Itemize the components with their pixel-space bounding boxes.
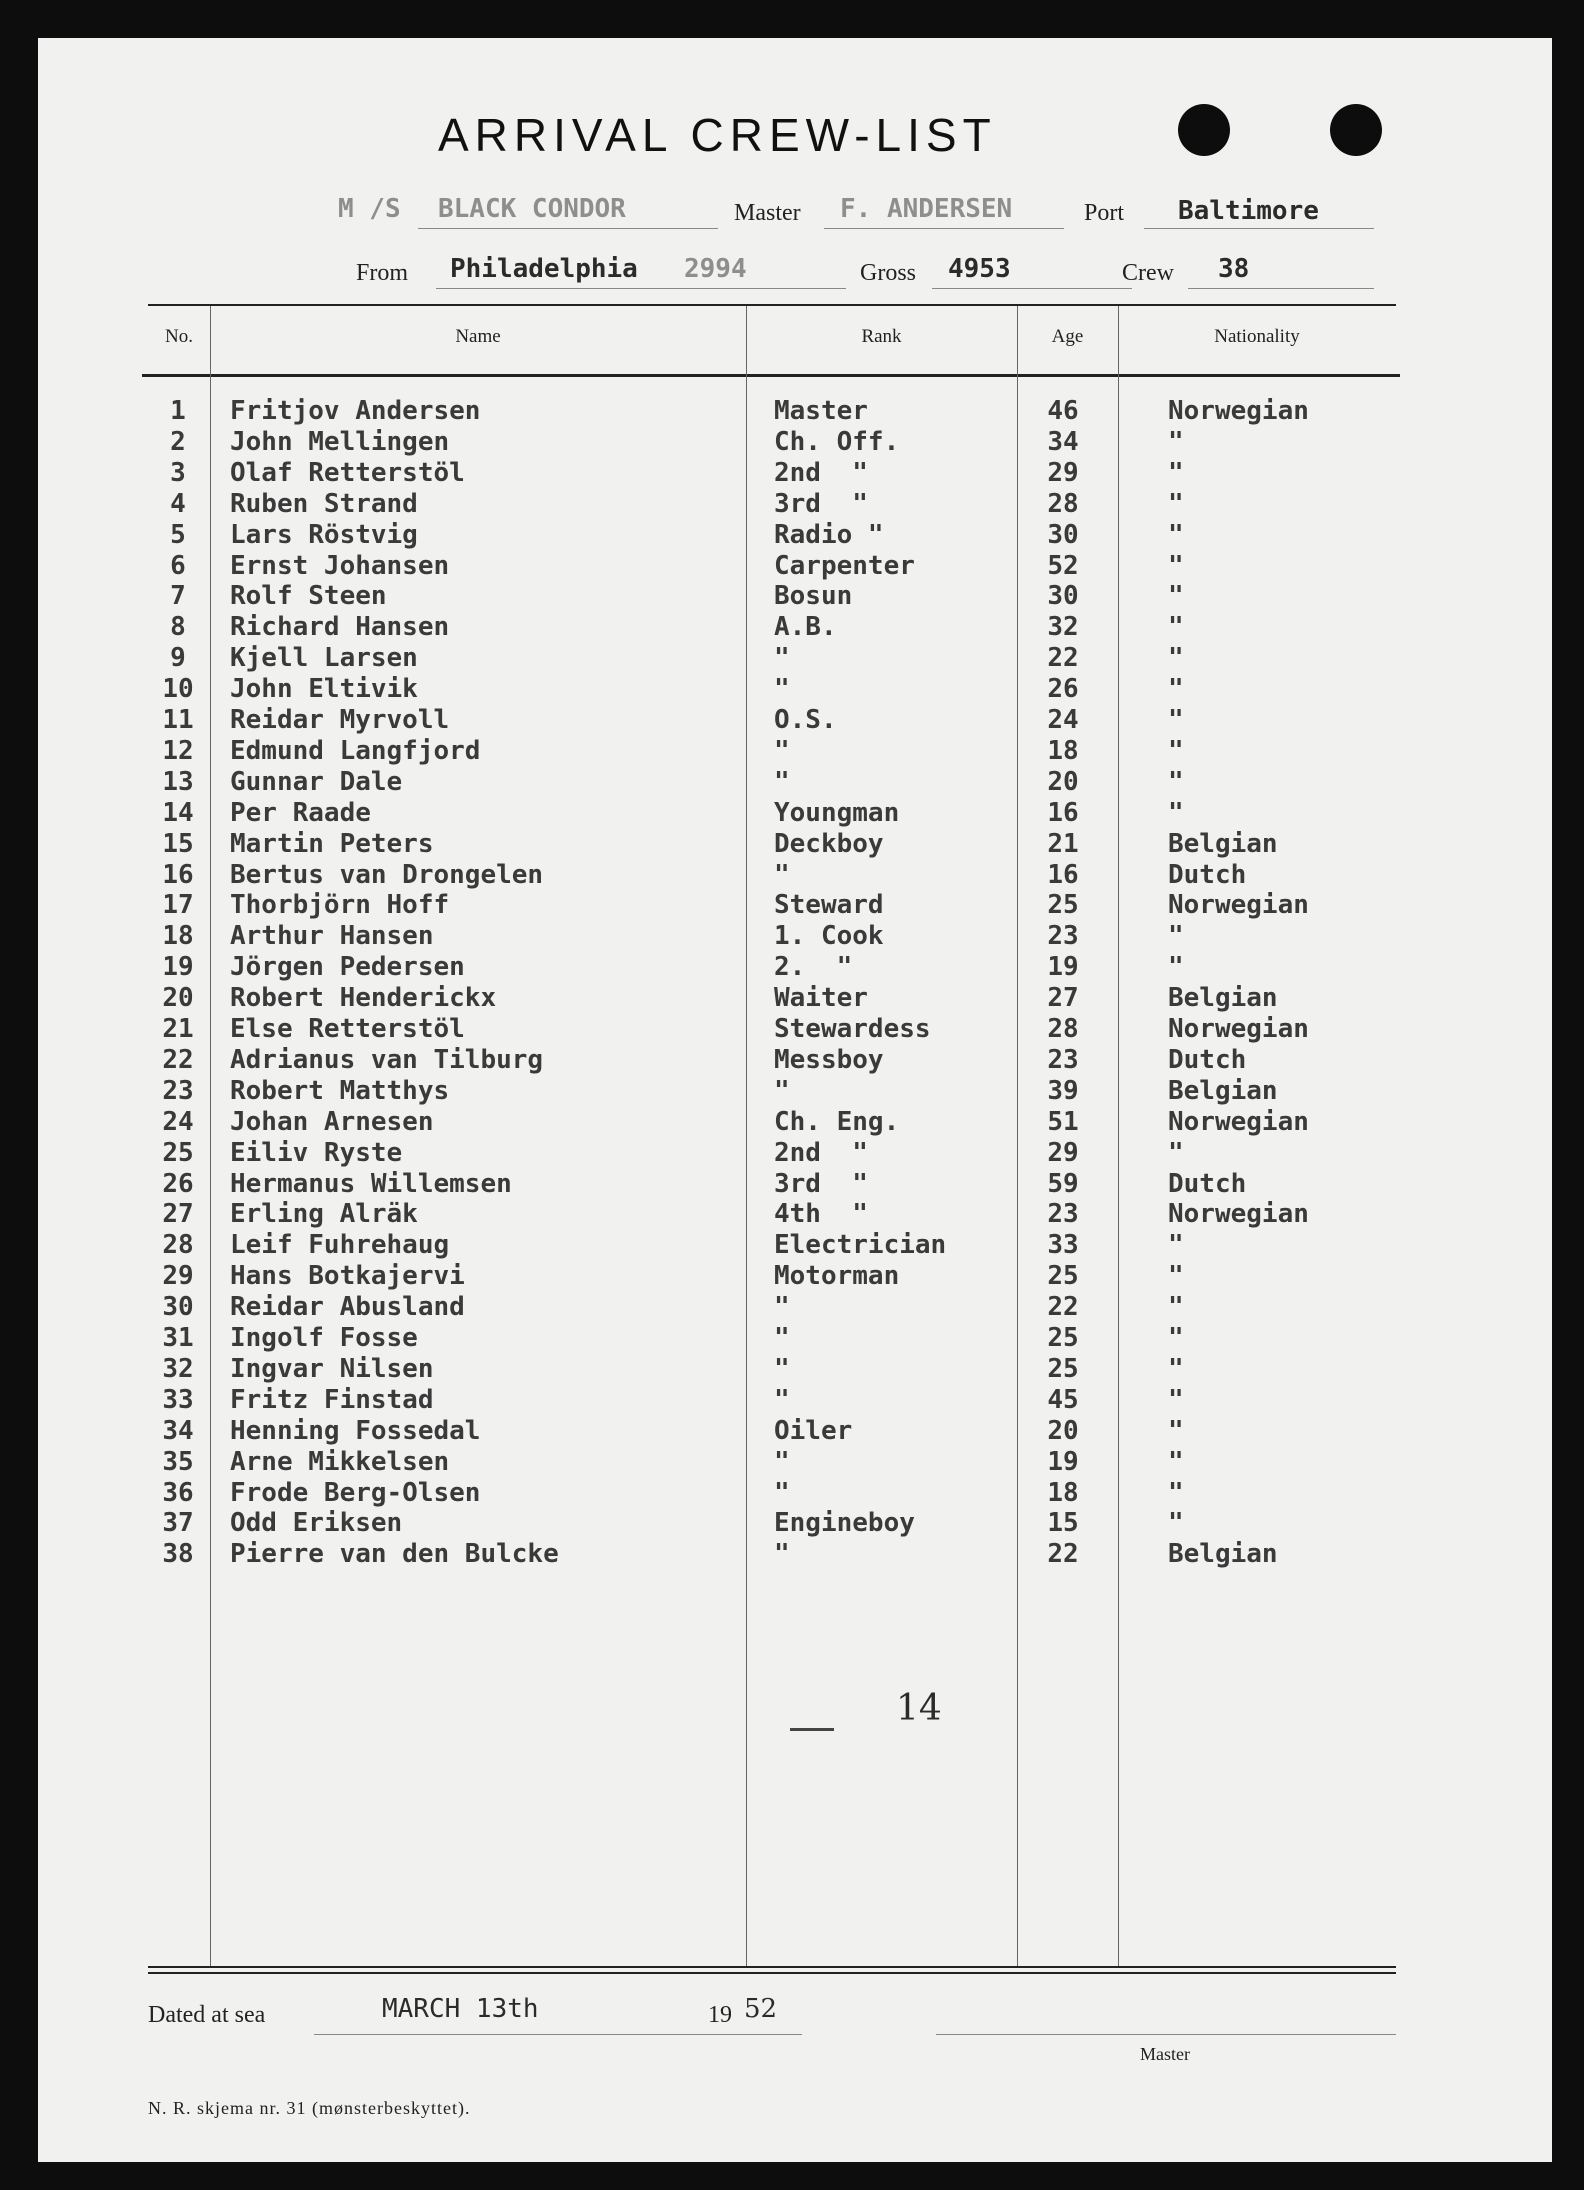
year-underline	[702, 2034, 802, 2035]
crew-number: 3	[170, 457, 186, 488]
crew-nationality: "	[1168, 1508, 1184, 1539]
crew-rank: "	[774, 1446, 790, 1477]
crew-number: 15	[162, 828, 194, 859]
crew-number: 24	[162, 1106, 194, 1137]
table-row	[38, 860, 1552, 891]
crew-age: 22	[1047, 1539, 1079, 1570]
port-underline	[1144, 228, 1374, 229]
crew-name: John Mellingen	[230, 426, 450, 457]
from-underline	[436, 288, 846, 289]
year-prefix: 19	[708, 2002, 732, 2028]
crew-name: Robert Henderickx	[230, 983, 497, 1014]
crew-rank: Youngman	[774, 797, 900, 828]
table-row	[38, 736, 1552, 767]
table-row	[38, 1169, 1552, 1200]
crew-rank: "	[774, 674, 790, 705]
crew-number: 2	[170, 426, 186, 457]
crew-age: 28	[1047, 1014, 1079, 1044]
crew-age: 22	[1047, 1292, 1079, 1323]
crew-rank: 4th "	[774, 1199, 868, 1230]
crew-nationality: Belgian	[1168, 983, 1278, 1014]
master-signature-line	[936, 2034, 1396, 2035]
crew-age: 19	[1047, 952, 1079, 983]
crew-name: Gunnar Dale	[230, 766, 403, 797]
crew-number: 21	[162, 1014, 194, 1044]
table-row	[38, 1508, 1552, 1539]
crew-nationality: "	[1168, 643, 1184, 674]
crew-rank: "	[774, 1292, 790, 1323]
table-row	[38, 952, 1552, 983]
crew-age: 32	[1047, 612, 1079, 643]
crew-age: 25	[1047, 1261, 1079, 1292]
crew-name: John Eltivik	[230, 674, 418, 705]
crew-rank: 2nd "	[774, 1137, 868, 1168]
table-row	[38, 1261, 1552, 1292]
table-row	[38, 1014, 1552, 1045]
crew-name: Fritz Finstad	[230, 1384, 434, 1415]
crew-name: Henning Fossedal	[230, 1415, 481, 1446]
table-row	[38, 983, 1552, 1014]
table-row	[38, 1138, 1552, 1169]
table-row	[38, 1354, 1552, 1385]
crew-name: Odd Eriksen	[230, 1508, 403, 1539]
crew-list-document	[38, 38, 1552, 2162]
table-row	[38, 1416, 1552, 1447]
crew-rank: Oiler	[774, 1415, 853, 1446]
crew-number: 6	[170, 550, 186, 581]
table-row	[38, 1045, 1552, 1076]
crew-number: 12	[162, 735, 194, 766]
crew-number: 1	[170, 396, 186, 426]
crew-name: Johan Arnesen	[230, 1106, 434, 1137]
table-row	[38, 1230, 1552, 1261]
crew-name: Robert Matthys	[230, 1075, 450, 1106]
crew-number: 9	[170, 643, 186, 674]
crew-name: Edmund Langfjord	[230, 735, 481, 766]
crew-rank: 1. Cook	[774, 921, 884, 952]
port-value: Baltimore	[1178, 196, 1319, 226]
form-note: N. R. skjema nr. 31 (mønsterbeskyttet).	[148, 2098, 471, 2118]
crew-rank: "	[774, 1323, 790, 1353]
crew-nationality: "	[1168, 519, 1184, 550]
crew-age: 26	[1047, 674, 1079, 705]
crew-name: Kjell Larsen	[230, 643, 418, 674]
master-signature-label: Master	[1140, 2044, 1190, 2064]
crew-nationality: "	[1168, 1477, 1184, 1508]
column-header-name: Name	[455, 326, 501, 347]
crew-age: 25	[1047, 1353, 1079, 1384]
crew-rank: "	[774, 859, 790, 890]
crew-age: 52	[1047, 550, 1079, 581]
crew-nationality: "	[1168, 921, 1184, 952]
crew-number: 16	[162, 859, 194, 890]
from-label: From	[356, 260, 409, 286]
crew-number: 11	[162, 705, 194, 735]
crew-nationality: "	[1168, 426, 1184, 457]
crew-name: Rolf Steen	[230, 581, 387, 612]
crew-age: 59	[1047, 1168, 1079, 1199]
crew-rank: Messboy	[774, 1044, 884, 1075]
crew-number: 7	[170, 581, 186, 612]
crew-age: 29	[1047, 457, 1079, 488]
column-header-age: Age	[1051, 326, 1084, 347]
crew-rank: "	[774, 1539, 790, 1570]
crew-rank: "	[774, 735, 790, 766]
crew-age: 23	[1047, 921, 1079, 952]
crew-name: Thorbjörn Hoff	[230, 890, 450, 921]
ms-label: M /S	[338, 194, 401, 224]
crew-number: 36	[162, 1477, 194, 1508]
crew-nationality: "	[1168, 766, 1184, 797]
table-row	[38, 1385, 1552, 1416]
crew-age: 46	[1047, 396, 1079, 426]
crew-name: Ingolf Fosse	[230, 1323, 418, 1353]
crew-rank: Radio "	[774, 519, 884, 550]
crew-nationality: "	[1168, 1261, 1184, 1292]
crew-rank: Electrician	[774, 1230, 947, 1261]
crew-name: Hans Botkajervi	[230, 1261, 465, 1292]
crew-nationality: Norwegian	[1168, 1106, 1309, 1137]
crew-rank: Motorman	[774, 1261, 900, 1292]
crew-name: Else Retterstöl	[230, 1014, 465, 1044]
table-row	[38, 427, 1552, 458]
crew-age: 25	[1047, 890, 1079, 921]
crew-number: 33	[162, 1384, 194, 1415]
crew-age: 45	[1047, 1384, 1079, 1415]
crew-name: Reidar Abusland	[230, 1292, 465, 1323]
gross-value: 4953	[948, 254, 1011, 284]
table-row	[38, 674, 1552, 705]
table-row	[38, 1539, 1552, 1570]
crew-nationality: "	[1168, 735, 1184, 766]
ship-name: BLACK CONDOR	[438, 194, 626, 224]
table-row	[38, 767, 1552, 798]
crew-number: 23	[162, 1075, 194, 1106]
crew-name: Richard Hansen	[230, 612, 450, 643]
crew-rank: Ch. Eng.	[774, 1106, 900, 1137]
crew-age: 30	[1047, 519, 1079, 550]
crew-age: 28	[1047, 488, 1079, 519]
crew-name: Bertus van Drongelen	[230, 859, 544, 890]
crew-age: 27	[1047, 983, 1079, 1014]
crew-number: 26	[162, 1168, 194, 1199]
crew-age: 23	[1047, 1199, 1079, 1230]
crew-number: 10	[162, 674, 194, 705]
crew-nationality: "	[1168, 488, 1184, 519]
crew-nationality: Dutch	[1168, 859, 1247, 890]
crew-rank: A.B.	[774, 612, 837, 643]
crew-rank: 2. "	[774, 952, 853, 983]
gross-underline	[932, 288, 1132, 289]
crew-age: 15	[1047, 1508, 1079, 1539]
column-header-rank: Rank	[861, 326, 902, 347]
crew-number: 30	[162, 1292, 194, 1323]
dated-at-sea-label: Dated at sea	[148, 2002, 266, 2028]
crew-name: Ernst Johansen	[230, 550, 450, 581]
crew-nationality: "	[1168, 457, 1184, 488]
table-row	[38, 1076, 1552, 1107]
crew-label: Crew	[1122, 260, 1174, 286]
crew-number: 27	[162, 1199, 194, 1230]
port-label: Port	[1084, 200, 1125, 226]
crew-value: 38	[1218, 254, 1250, 284]
table-row	[38, 921, 1552, 952]
table-row	[38, 829, 1552, 860]
crew-number: 19	[162, 952, 194, 983]
crew-nationality: Dutch	[1168, 1168, 1247, 1199]
crew-rank: 2nd "	[774, 457, 868, 488]
crew-rank: Ch. Off.	[774, 426, 900, 457]
crew-name: Frode Berg-Olsen	[230, 1477, 481, 1508]
table-row	[38, 396, 1552, 427]
table-header-rule	[142, 374, 1400, 377]
crew-age: 22	[1047, 643, 1079, 674]
crew-age: 51	[1047, 1106, 1079, 1137]
table-row	[38, 551, 1552, 582]
crew-number: 14	[162, 797, 194, 828]
date-underline	[314, 2034, 714, 2035]
crew-rank: "	[774, 1384, 790, 1415]
table-row	[38, 581, 1552, 612]
table-top-rule	[148, 304, 1396, 306]
crew-nationality: "	[1168, 1415, 1184, 1446]
crew-nationality: Norwegian	[1168, 890, 1309, 921]
crew-nationality: "	[1168, 1323, 1184, 1353]
crew-rank: "	[774, 1353, 790, 1384]
crew-number: 18	[162, 921, 194, 952]
crew-rank: Carpenter	[774, 550, 915, 581]
crew-number: 32	[162, 1353, 194, 1384]
crew-rank: Bosun	[774, 581, 853, 612]
crew-nationality: "	[1168, 1353, 1184, 1384]
table-row	[38, 612, 1552, 643]
crew-age: 20	[1047, 1415, 1079, 1446]
crew-number: 31	[162, 1323, 194, 1353]
crew-nationality: Norwegian	[1168, 1014, 1309, 1044]
from-value: Philadelphia	[450, 254, 638, 284]
crew-nationality: "	[1168, 952, 1184, 983]
crew-age: 29	[1047, 1137, 1079, 1168]
document-title: ARRIVAL CREW-LIST	[438, 109, 997, 161]
crew-number: 38	[162, 1539, 194, 1570]
table-row	[38, 798, 1552, 829]
crew-nationality: Norwegian	[1168, 396, 1309, 426]
master-underline	[824, 228, 1064, 229]
punch-hole	[1178, 104, 1230, 156]
crew-nationality: "	[1168, 1137, 1184, 1168]
crew-number: 28	[162, 1230, 194, 1261]
table-row	[38, 890, 1552, 921]
crew-age: 16	[1047, 859, 1079, 890]
master-label: Master	[734, 200, 801, 226]
crew-rank: O.S.	[774, 705, 837, 735]
crew-nationality: "	[1168, 1384, 1184, 1415]
master-name: F. ANDERSEN	[840, 194, 1013, 224]
crew-nationality: "	[1168, 1292, 1184, 1323]
crew-name: Fritjov Andersen	[230, 396, 481, 426]
crew-age: 19	[1047, 1446, 1079, 1477]
crew-number: 35	[162, 1446, 194, 1477]
from-number: 2994	[684, 254, 747, 284]
crew-rank: 3rd "	[774, 1168, 868, 1199]
crew-name: Pierre van den Bulcke	[230, 1539, 559, 1570]
crew-nationality: "	[1168, 612, 1184, 643]
column-header-nationality: Nationality	[1214, 326, 1300, 347]
crew-rank: "	[774, 1075, 790, 1106]
table-row	[38, 1447, 1552, 1478]
crew-name: Arthur Hansen	[230, 921, 434, 952]
crew-age: 16	[1047, 797, 1079, 828]
crew-name: Jörgen Pedersen	[230, 952, 465, 983]
crew-number: 13	[162, 766, 194, 797]
crew-name: Martin Peters	[230, 828, 434, 859]
punch-hole	[1330, 104, 1382, 156]
table-bottom-rule	[148, 1966, 1396, 1968]
crew-name: Adrianus van Tilburg	[230, 1044, 544, 1075]
crew-age: 18	[1047, 735, 1079, 766]
crew-age: 23	[1047, 1044, 1079, 1075]
crew-nationality: "	[1168, 705, 1184, 735]
crew-age: 30	[1047, 581, 1079, 612]
crew-number: 34	[162, 1415, 194, 1446]
crew-nationality: "	[1168, 581, 1184, 612]
crew-nationality: Belgian	[1168, 828, 1278, 859]
crew-nationality: "	[1168, 1446, 1184, 1477]
column-header-no: No.	[165, 326, 193, 347]
crew-rank: Deckboy	[774, 828, 884, 859]
crew-name: Ingvar Nilsen	[230, 1353, 434, 1384]
table-row	[38, 1292, 1552, 1323]
crew-nationality: "	[1168, 1230, 1184, 1261]
crew-number: 8	[170, 612, 186, 643]
crew-age: 18	[1047, 1477, 1079, 1508]
table-row	[38, 520, 1552, 551]
crew-number: 20	[162, 983, 194, 1014]
crew-nationality: Norwegian	[1168, 1199, 1309, 1230]
crew-name: Lars Röstvig	[230, 519, 418, 550]
crew-rank: "	[774, 766, 790, 797]
gross-label: Gross	[860, 260, 917, 286]
crew-name: Leif Fuhrehaug	[230, 1230, 450, 1261]
crew-rank: Engineboy	[774, 1508, 915, 1539]
crew-name: Olaf Retterstöl	[230, 457, 465, 488]
stamp-number: 14	[896, 1688, 942, 1729]
crew-age: 20	[1047, 766, 1079, 797]
crew-age: 24	[1047, 705, 1079, 735]
date-value: MARCH 13th	[382, 1994, 539, 2024]
crew-name: Ruben Strand	[230, 488, 418, 519]
table-row	[38, 1478, 1552, 1509]
crew-number: 17	[162, 890, 194, 921]
crew-name: Per Raade	[230, 797, 371, 828]
year-suffix: 52	[744, 1994, 778, 2024]
crew-rank: Master	[774, 396, 868, 426]
crew-name: Erling Alräk	[230, 1199, 418, 1230]
crew-number: 25	[162, 1137, 194, 1168]
table-row	[38, 705, 1552, 736]
crew-rank: Steward	[774, 890, 884, 921]
crew-rank: Stewardess	[774, 1014, 931, 1044]
stamp-dash	[790, 1728, 834, 1731]
ship-name-underline	[418, 228, 718, 229]
crew-name: Reidar Myrvoll	[230, 705, 450, 735]
crew-underline	[1188, 288, 1374, 289]
crew-nationality: Belgian	[1168, 1539, 1278, 1570]
crew-age: 34	[1047, 426, 1079, 457]
table-row	[38, 1323, 1552, 1354]
crew-number: 22	[162, 1044, 194, 1075]
crew-age: 33	[1047, 1230, 1079, 1261]
crew-number: 5	[170, 519, 186, 550]
crew-nationality: "	[1168, 797, 1184, 828]
table-row	[38, 1199, 1552, 1230]
crew-age: 21	[1047, 828, 1079, 859]
table-row	[38, 489, 1552, 520]
crew-number: 4	[170, 488, 186, 519]
crew-nationality: "	[1168, 550, 1184, 581]
crew-age: 39	[1047, 1075, 1079, 1106]
crew-name: Hermanus Willemsen	[230, 1168, 512, 1199]
crew-rank: "	[774, 1477, 790, 1508]
crew-nationality: Dutch	[1168, 1044, 1247, 1075]
crew-name: Arne Mikkelsen	[230, 1446, 450, 1477]
table-row	[38, 1107, 1552, 1138]
crew-rank: "	[774, 643, 790, 674]
crew-rank: 3rd "	[774, 488, 868, 519]
crew-rank: Waiter	[774, 983, 868, 1014]
crew-age: 25	[1047, 1323, 1079, 1353]
table-row	[38, 643, 1552, 674]
crew-name: Eiliv Ryste	[230, 1137, 403, 1168]
crew-nationality: Belgian	[1168, 1075, 1278, 1106]
crew-nationality: "	[1168, 674, 1184, 705]
crew-number: 29	[162, 1261, 194, 1292]
table-row	[38, 458, 1552, 489]
table-bottom-rule	[148, 1972, 1396, 1974]
crew-number: 37	[162, 1508, 194, 1539]
